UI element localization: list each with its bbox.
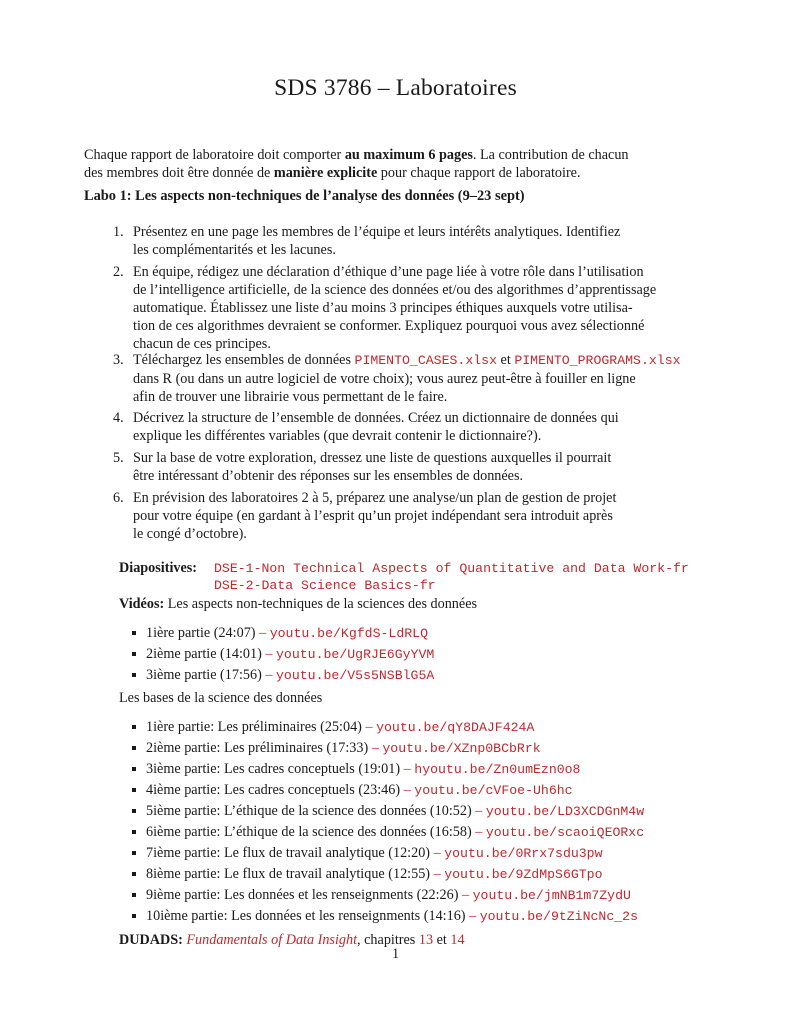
basics-item-8 xyxy=(146,865,603,884)
video-link[interactable]: youtu.be/jmNB1m7ZydU xyxy=(472,888,631,903)
video-link[interactable]: youtu.be/KgfdS-LdRLQ xyxy=(269,626,428,641)
dash: – xyxy=(361,719,377,735)
video-label: 1ière partie: Les préliminaires (25:04) xyxy=(146,719,362,735)
video-label: 10ième partie: Les données et les renseignments (14:16) xyxy=(146,908,466,924)
intro-bold-explicit: manière explicite xyxy=(273,165,378,181)
bullet-icon xyxy=(132,830,136,834)
task-item-5 xyxy=(113,449,715,485)
video-link[interactable]: hyoutu.be/Zn0umEzn0o8 xyxy=(414,762,581,777)
task-number: 2. xyxy=(113,264,124,280)
basics-item-3 xyxy=(146,760,580,779)
dash: – xyxy=(430,866,445,882)
basics-item-5 xyxy=(146,802,644,821)
task-line: Présentez en une page les membres de l’équipe et leurs intérêts analytiques. Identifiez xyxy=(133,224,621,240)
dash: – xyxy=(465,908,480,924)
task-item-4 xyxy=(113,409,715,445)
dudads-label: DUDADS: xyxy=(119,932,183,948)
video-link[interactable]: youtu.be/scaoiQEORxc xyxy=(485,825,645,840)
video-item-3 xyxy=(146,666,434,685)
basics-item-4 xyxy=(146,781,573,800)
video-label: 9ième partie: Les données et les renseignments (22:26) xyxy=(146,887,459,903)
task-line: tion de ces algorithmes devraient se conformer. Expliquez pourquoi vous avez sélectionné xyxy=(133,318,645,334)
page-title: SDS 3786 – Laboratoires xyxy=(274,75,517,101)
video-item-2 xyxy=(146,645,434,664)
video-label: 8ième partie: Le flux de travail analytique (12:55) xyxy=(146,866,431,882)
task-item-3 xyxy=(113,351,715,406)
video-link[interactable]: youtu.be/cVFoe-Uh6hc xyxy=(414,783,573,798)
video-label: 2ième partie (14:01) xyxy=(146,646,262,662)
video-link[interactable]: youtu.be/V5s5NSBlG5A xyxy=(276,668,435,683)
task-number: 5. xyxy=(113,450,124,466)
task-line: de l’intelligence artificielle, de la science des données et/ou des algorithmes d’apprentissage xyxy=(133,282,657,298)
video-label: 6ième partie: L’éthique de la science des données (16:58) xyxy=(146,824,472,840)
video-item-1 xyxy=(146,624,428,643)
task-number: 4. xyxy=(113,410,124,426)
bullet-icon xyxy=(132,788,136,792)
task-line: En équipe, rédigez une déclaration d’éthique d’une page liée à votre rôle dans l’utilisation xyxy=(133,264,644,280)
dash: – xyxy=(458,887,473,903)
task-number: 3. xyxy=(113,352,124,368)
dudads-text: et xyxy=(433,932,451,948)
intro-text: . La contribution de chacun xyxy=(472,147,629,163)
dash: – xyxy=(471,824,486,840)
bullet-icon xyxy=(132,872,136,876)
bullet-icon xyxy=(132,725,136,729)
bullet-icon xyxy=(132,851,136,855)
task-item-1 xyxy=(113,223,715,259)
task-line: En prévision des laboratoires 2 à 5, préparez une analyse/un plan de gestion de projet xyxy=(133,490,617,506)
task-line: automatique. Établissez une liste d’au moins 3 principes éthiques auxquels votre utilisa- xyxy=(133,300,633,316)
bullet-icon xyxy=(132,767,136,771)
bullet-icon xyxy=(132,652,136,656)
bullet-icon xyxy=(132,631,136,635)
bullet-icon xyxy=(132,809,136,813)
video-link[interactable]: youtu.be/9ZdMpS6GTpo xyxy=(444,867,603,882)
task-line: les complémentarités et les lacunes. xyxy=(133,242,336,258)
basics-heading: Les bases de la science des données xyxy=(119,690,323,706)
task-line: chacun de ces principes. xyxy=(133,336,271,352)
chapter-link-13[interactable]: 13 xyxy=(418,932,434,948)
video-label: 1ière partie (24:07) xyxy=(146,625,256,641)
video-label: 3ième partie: Les cadres conceptuels (19:01) xyxy=(146,761,401,777)
dash: – xyxy=(400,761,415,777)
basics-item-9 xyxy=(146,886,631,905)
task-number: 1. xyxy=(113,224,124,240)
slides-section xyxy=(119,559,197,577)
bullet-icon xyxy=(132,914,136,918)
page-number: 1 xyxy=(391,946,400,962)
videos-label: Vidéos: xyxy=(119,596,165,612)
video-link[interactable]: youtu.be/0Rrx7sdu3pw xyxy=(444,846,603,861)
basics-item-6 xyxy=(146,823,644,842)
dash: – xyxy=(368,740,383,756)
intro-text: pour chaque rapport de laboratoire. xyxy=(377,165,581,181)
video-label: 7ième partie: Le flux de travail analytique (12:20) xyxy=(146,845,431,861)
task-text: et xyxy=(496,352,515,368)
slide-link-1[interactable]: DSE-1-Non Technical Aspects of Quantitative and Data Work-fr xyxy=(214,561,689,576)
task-line: explique les différentes variables (que devrait contenir le dictionnaire?). xyxy=(133,428,542,444)
video-link[interactable]: youtu.be/LD3XCDGnM4w xyxy=(485,804,645,819)
task-line: pour votre équipe (en gardant à l’esprit qu’un projet indépendant sera introduit après xyxy=(133,508,613,524)
video-label: 3ième partie (17:56) xyxy=(146,667,262,683)
file-link-pimento-cases[interactable]: PIMENTO_CASES.xlsx xyxy=(354,353,497,368)
intro-text: des membres doit être donnée de xyxy=(84,165,274,181)
dash: – xyxy=(261,646,277,662)
video-link[interactable]: youtu.be/9tZiNcNc_2s xyxy=(479,909,638,924)
intro-text: Chaque rapport de laboratoire doit comporter xyxy=(84,147,345,163)
task-line: Décrivez la structure de l’ensemble de données. Créez un dictionnaire de données qui xyxy=(133,410,619,426)
dash: – xyxy=(471,803,486,819)
task-line: Sur la base de votre exploration, dressez une liste de questions auxquelles il pourrait xyxy=(133,450,612,466)
dash: – xyxy=(261,667,277,683)
intro-paragraph xyxy=(84,146,714,182)
task-line: afin de trouver une librairie vous permettant de le faire. xyxy=(133,389,448,405)
lab-heading: Labo 1: Les aspects non-techniques de l’analyse des données (9–23 sept) xyxy=(84,188,525,204)
videos-section xyxy=(119,595,477,613)
task-line: dans R (ou dans un autre logiciel de votre choix); vous aurez peut-être à fouiller en ligne xyxy=(133,371,636,387)
chapter-link-14[interactable]: 14 xyxy=(450,932,465,948)
dash: – xyxy=(430,845,445,861)
task-number: 6. xyxy=(113,490,124,506)
task-text: Téléchargez les ensembles de données xyxy=(133,352,355,368)
slide-link-2[interactable]: DSE-2-Data Science Basics-fr xyxy=(214,578,436,593)
video-link[interactable]: youtu.be/qY8DAJF424A xyxy=(376,720,535,735)
intro-bold-max-pages: au maximum 6 pages xyxy=(344,147,473,163)
dudads-text: , chapitres xyxy=(357,932,419,948)
bullet-icon xyxy=(132,746,136,750)
video-label: 2ième partie: Les préliminaires (17:33) xyxy=(146,740,369,756)
dash: – xyxy=(400,782,415,798)
file-link-pimento-programs[interactable]: PIMENTO_PROGRAMS.xlsx xyxy=(514,353,681,368)
task-item-6 xyxy=(113,489,715,543)
dash: – xyxy=(255,625,270,641)
task-line: le congé d’octobre). xyxy=(133,526,247,542)
bullet-icon xyxy=(132,673,136,677)
basics-item-2 xyxy=(146,739,541,758)
videos-heading: Les aspects non-techniques de la sciences des données xyxy=(167,596,478,612)
basics-item-10 xyxy=(146,907,638,926)
bullet-icon xyxy=(132,893,136,897)
task-line: être intéressant d’obtenir des réponses sur les ensembles de données. xyxy=(133,468,524,484)
basics-item-7 xyxy=(146,844,603,863)
slides-label: Diapositives: xyxy=(119,560,198,576)
video-label: 5ième partie: L’éthique de la science des données (10:52) xyxy=(146,803,472,819)
task-item-2 xyxy=(113,263,715,353)
video-label: 4ième partie: Les cadres conceptuels (23:46) xyxy=(146,782,401,798)
video-link[interactable]: youtu.be/UgRJE6GyYVM xyxy=(276,647,435,662)
book-link[interactable]: Fundamentals of Data Insight xyxy=(186,932,358,948)
video-link[interactable]: youtu.be/XZnp0BCbRrk xyxy=(382,741,541,756)
basics-item-1 xyxy=(146,718,534,737)
